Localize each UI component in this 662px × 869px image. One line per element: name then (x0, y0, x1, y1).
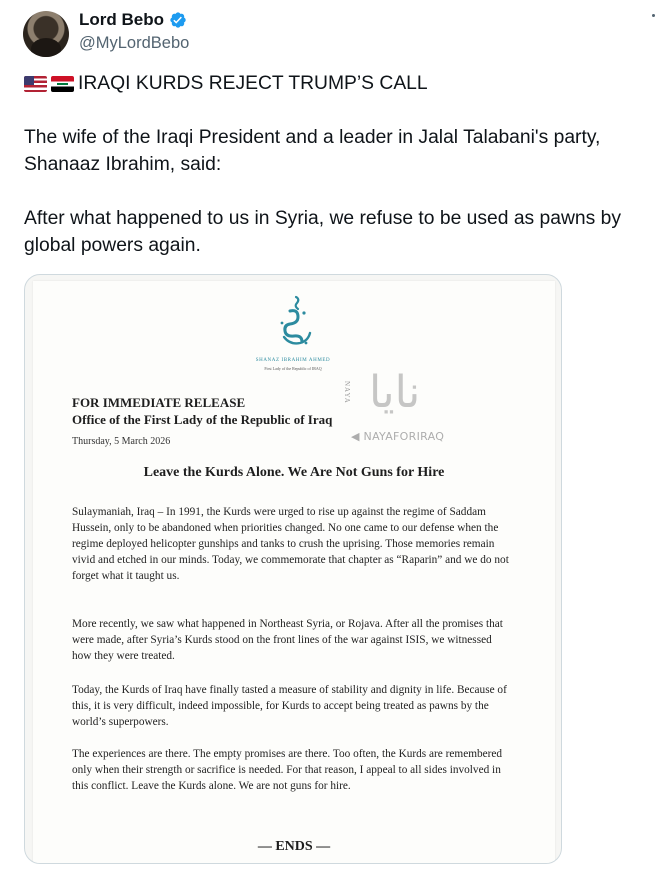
watermark-tag: ◀ NAYAFORIRAQ (351, 430, 445, 443)
press-release-document (33, 281, 555, 864)
release-date: Thursday, 5 March 2026 (72, 436, 171, 447)
document-ends: — ENDS — (257, 839, 331, 854)
tweet-text (24, 70, 652, 259)
author-handle[interactable]: @MyLordBebo (79, 34, 190, 52)
calligraphy-logo-icon (270, 293, 318, 355)
document-paragraph: Sulaymaniah, Iraq – In 1991, the Kurds were urged to rise up against the regime of Saddam Hussein, only to be abandoned when priorities changed. No one came to our defense when the regime deployed helicopter gunships and tanks to crush the uprising. Those memories remain vivid and etched in our minds. Today, we commemorate that chapter as “Raparin” and we do not forget what it taught us. (72, 506, 509, 582)
document-paragraph: Today, the Kurds of Iraq have finally tasted a measure of stability and dignity in life. Because of this, it is very difficult, indeed impossible, for Kurds to accept being treated as pawns by the world’s superpowers. (72, 684, 507, 728)
document-title: Leave the Kurds Alone. We Are Not Guns for Hire (143, 465, 445, 480)
office-heading: Office of the First Lady of the Republic of Iraq (72, 412, 333, 427)
document-paragraph: More recently, we saw what happened in Northeast Syria, or Rojava. After all the promises that were made, after Syria’s Kurds stood on the front lines of the war against ISIS, we witnessed how they were treated. (72, 618, 503, 662)
more-options-icon[interactable] (647, 14, 659, 30)
logo-subcaption: First Lady of the Republic of IRAQ (264, 366, 322, 371)
watermark-side-text: NAYA (343, 381, 351, 404)
tweet-headline: IRAQI KURDS REJECT TRUMP’S CALL (78, 73, 428, 94)
verified-badge-icon (169, 11, 187, 29)
tweet-media-image[interactable] (24, 274, 562, 864)
watermark-arabic: نايا (369, 367, 421, 418)
us-flag-icon (24, 76, 47, 92)
tweet-headline-line (24, 70, 652, 97)
author-name-row (79, 10, 187, 30)
release-heading: FOR IMMEDIATE RELEASE (72, 395, 246, 410)
logo-caption: SHANAZ IBRAHIM AHMED (255, 358, 331, 363)
iraq-flag-icon (51, 76, 74, 92)
tweet-paragraph-1: The wife of the Iraqi President and a leader in Jalal Talabani's party, Shanaaz Ibrahim, said: (24, 127, 601, 175)
avatar[interactable] (23, 11, 69, 57)
tweet-paragraph-2: After what happened to us in Syria, we refuse to be used as pawns by global powers again. (24, 208, 622, 256)
author-display-name[interactable]: Lord Bebo (79, 10, 164, 29)
document-paragraph: The experiences are there. The empty promises are there. Too often, the Kurds are remembered only when their strength or sacrifice is needed. For that reason, I appeal to all sides involved in this conflict. Leave the Kurds alone. We are not guns for hire. (72, 748, 503, 792)
